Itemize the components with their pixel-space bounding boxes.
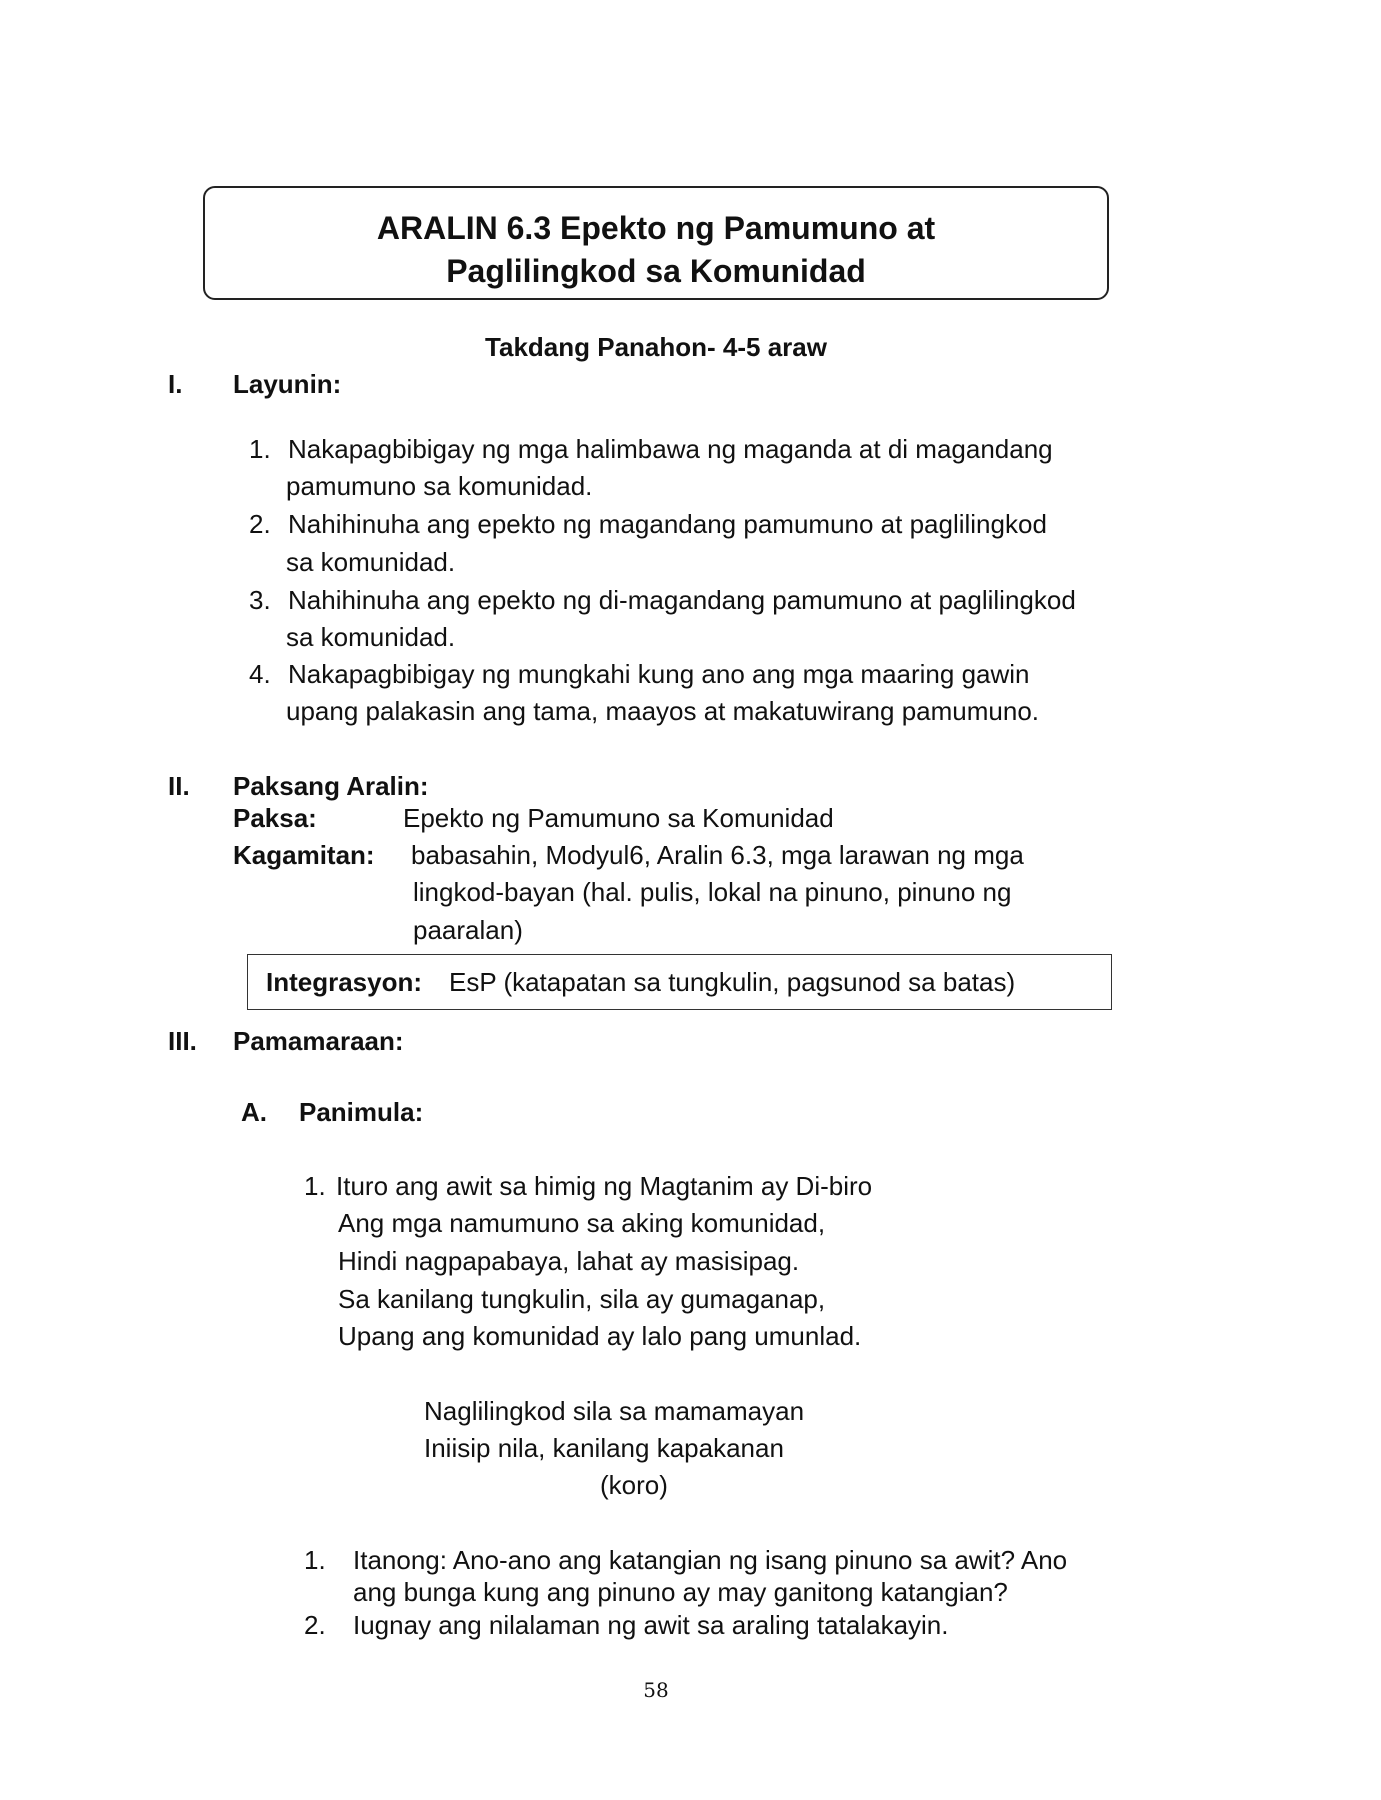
question-number: 1. — [304, 1545, 326, 1575]
objective-text: Nahihinuha ang epekto ng magandang pamumuno at paglilingkod — [288, 509, 1047, 539]
objective-text: Nakapagbibigay ng mungkahi kung ano ang mga maaring gawin — [288, 659, 1030, 689]
objective-text: Nakapagbibigay ng mga halimbawa ng maganda at di magandang — [288, 434, 1053, 464]
objective-number: 4. — [249, 659, 271, 689]
question-text: ang bunga kung ang pinuno ay may ganitong katangian? — [353, 1577, 1008, 1607]
question-text: Iugnay ang nilalaman ng awit sa araling tatalakayin. — [353, 1610, 949, 1640]
objective-number: 3. — [249, 585, 271, 615]
objective-text: pamumuno sa komunidad. — [286, 471, 593, 501]
subsection-a-heading: Panimula: — [299, 1097, 424, 1127]
lesson-title-line-2: Paglilingkod sa Komunidad — [446, 253, 866, 289]
page-number: 58 — [643, 1678, 669, 1702]
section-3-numeral: III. — [168, 1026, 197, 1056]
section-1-numeral: I. — [168, 369, 183, 399]
objective-text: Nahihinuha ang epekto ng di-magandang pamumuno at paglilingkod — [288, 585, 1076, 615]
song-line: Ituro ang awit sa himig ng Magtanim ay Di-biro — [336, 1171, 873, 1201]
integration-box — [247, 954, 1112, 1010]
kagamitan-label: Kagamitan: — [233, 840, 375, 870]
lesson-title-box — [203, 186, 1109, 300]
objective-text: upang palakasin ang tama, maayos at makatuwirang pamumuno. — [286, 696, 1039, 726]
song-line: Hindi nagpapabaya, lahat ay masisipag. — [338, 1246, 800, 1276]
lesson-title-line-1: ARALIN 6.3 Epekto ng Pamumuno at — [376, 210, 936, 246]
song-line: Sa kanilang tungkulin, sila ay gumaganap, — [338, 1284, 826, 1314]
objective-number: 1. — [249, 434, 271, 464]
question-text: Itanong: Ano-ano ang katangian ng isang pinuno sa awit? Ano — [353, 1545, 1068, 1575]
kagamitan-value: lingkod-bayan (hal. pulis, lokal na pinuno, pinuno ng — [413, 877, 1012, 907]
objective-number: 2. — [249, 509, 271, 539]
subsection-a-letter: A. — [241, 1097, 267, 1127]
section-3-heading: Pamamaraan: — [233, 1026, 404, 1056]
chorus-line: Naglilingkod sila sa mamamayan — [424, 1396, 805, 1426]
objective-text: sa komunidad. — [286, 547, 456, 577]
integrasyon-label: Integrasyon: — [266, 967, 423, 997]
paksa-label: Paksa: — [233, 803, 317, 833]
section-2-numeral: II. — [168, 771, 190, 801]
song-line: Upang ang komunidad ay lalo pang umunlad. — [338, 1321, 862, 1351]
paksa-value: Epekto ng Pamumuno sa Komunidad — [403, 803, 834, 833]
chorus-line: Iniisip nila, kanilang kapakanan — [424, 1433, 784, 1463]
section-2-heading: Paksang Aralin: — [233, 771, 429, 801]
chorus-label: (koro) — [600, 1470, 668, 1500]
section-1-heading: Layunin: — [233, 369, 342, 399]
integrasyon-value: EsP (katapatan sa tungkulin, pagsunod sa batas) — [449, 967, 1016, 997]
song-number: 1. — [304, 1171, 326, 1201]
objective-text: sa komunidad. — [286, 622, 456, 652]
duration: Takdang Panahon- 4-5 araw — [485, 332, 827, 362]
kagamitan-value: babasahin, Modyul6, Aralin 6.3, mga larawan ng mga — [411, 840, 1024, 870]
question-number: 2. — [304, 1610, 326, 1640]
song-line: Ang mga namumuno sa aking komunidad, — [338, 1208, 826, 1238]
kagamitan-value: paaralan) — [413, 915, 523, 945]
